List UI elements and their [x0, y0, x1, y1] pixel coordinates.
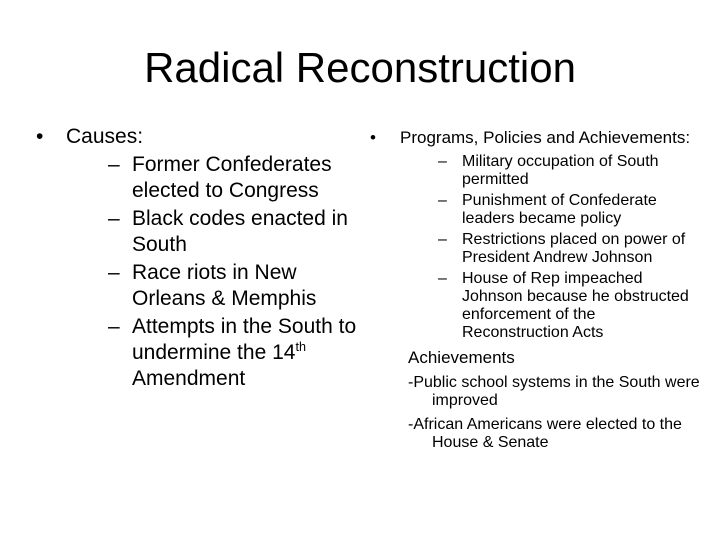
- list-item: [66, 260, 366, 312]
- list-item: [400, 231, 700, 267]
- causes-heading: Causes:: [66, 125, 144, 148]
- superscript: th: [295, 340, 306, 354]
- dash-icon: –: [438, 192, 447, 209]
- causes-list: [66, 152, 366, 392]
- cause-text-main: Attempts in the South to undermine the 14: [132, 315, 357, 364]
- list-item: [400, 270, 700, 342]
- dash-icon: –: [108, 261, 120, 284]
- achievement-item: -African Americans were elected to the House & Senate: [408, 416, 682, 451]
- programs-heading: Programs, Policies and Achievements:: [400, 128, 691, 147]
- dash-icon: –: [438, 270, 447, 287]
- programs-column: [370, 128, 700, 458]
- cause-text-suffix: Amendment: [132, 367, 246, 390]
- program-text: Restrictions placed on power of President Andrew Johnson: [462, 231, 686, 266]
- program-text: Punishment of Confederate leaders became policy: [462, 192, 657, 227]
- slide-title: Radical Reconstruction: [144, 44, 576, 91]
- dash-icon: –: [108, 207, 120, 230]
- program-text: House of Rep impeached Johnson because he obstructed enforcement of the Reconstruction Acts: [462, 270, 689, 341]
- dash-icon: –: [438, 153, 447, 170]
- programs-bullet: [370, 128, 700, 342]
- list-item: [66, 152, 366, 204]
- programs-list: [400, 153, 700, 342]
- list-item: [66, 206, 366, 258]
- dash-icon: –: [108, 153, 120, 176]
- cause-text: [132, 315, 356, 390]
- achievement-item: -Public school systems in the South were improved: [408, 374, 700, 409]
- achievements-heading: Achievements: [408, 348, 515, 367]
- causes-bullet: [36, 124, 366, 392]
- bullet-icon: •: [36, 125, 44, 148]
- list-item: [400, 153, 700, 189]
- list-item: [400, 192, 700, 228]
- dash-icon: –: [438, 231, 447, 248]
- list-item: [66, 314, 366, 392]
- cause-text: Former Confederates elected to Congress: [132, 153, 332, 202]
- program-text: Military occupation of South permitted: [462, 153, 659, 188]
- causes-column: [36, 124, 366, 394]
- bullet-icon: •: [370, 128, 376, 147]
- cause-text: Black codes enacted in South: [132, 207, 348, 256]
- cause-text: Race riots in New Orleans & Memphis: [132, 261, 317, 310]
- dash-icon: –: [108, 315, 120, 338]
